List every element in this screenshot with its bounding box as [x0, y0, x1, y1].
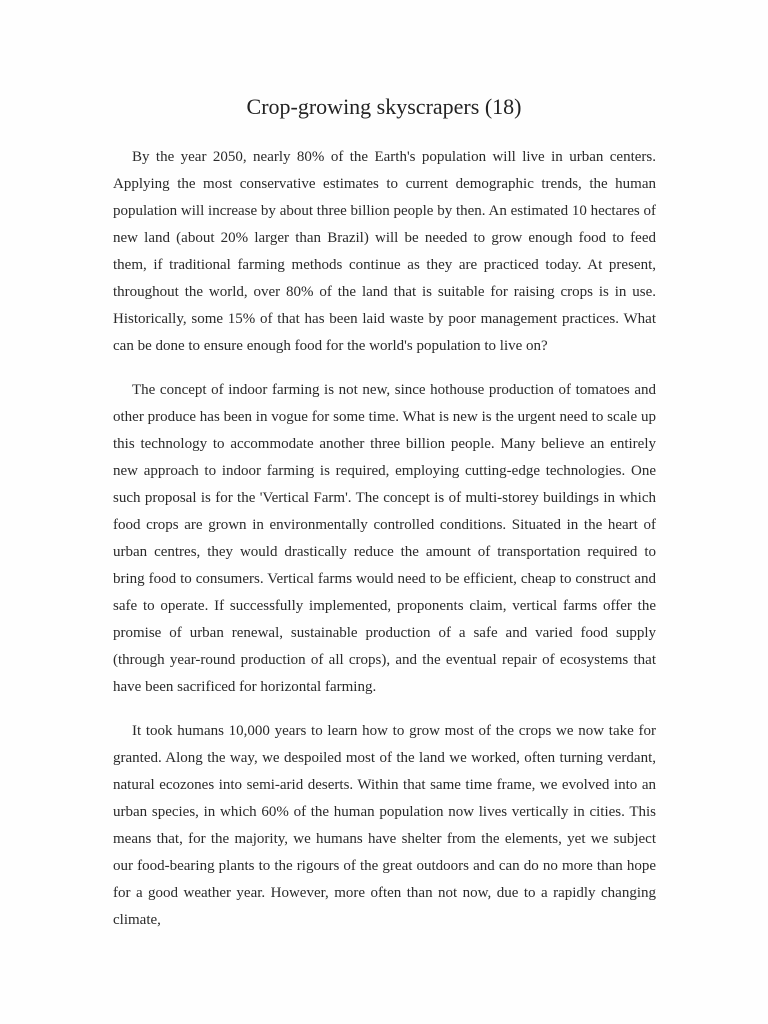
paragraph-1: By the year 2050, nearly 80% of the Earth's population will live in urban centers. Applying the most conservative estimates to current demographic trends, the human population will increase by about three billion people by then. An estimated 10 hectares of new land (about 20% larger than Brazil) will be needed to grow enough food to feed them, if traditional farming methods continue as they are practiced today. At present, throughout the world, over 80% of the land that is suitable for raising crops is in use. Historically, some 15% of that has been laid waste by poor management practices. What can be done to ensure enough food for the world's population to live on? [113, 149, 656, 354]
paragraph-2: The concept of indoor farming is not new, since hothouse production of tomatoes and other produce has been in vogue for some time. What is new is the urgent need to scale up this technology to accommodate another three billion people. Many believe an entirely new approach to indoor farming is required, employing cutting-edge technologies. One such proposal is for the 'Vertical Farm'. The concept is of multi-storey buildings in which food crops are grown in environmentally controlled conditions. Situated in the heart of urban centres, they would drastically reduce the amount of transportation required to bring food to consumers. Vertical farms would need to be efficient, cheap to construct and safe to operate. If successfully implemented, proponents claim, vertical farms offer the promise of urban renewal, sustainable production of a safe and varied food supply (through year-round production of all crops), and the eventual repair of ecosystems that have been sacrificed for horizontal farming. [113, 382, 656, 695]
article-body [113, 144, 656, 951]
paragraph-3: It took humans 10,000 years to learn how to grow most of the crops we now take for granted. Along the way, we despoiled most of the land we worked, often turning verdant, natural ecozones into semi-arid deserts. Within that same time frame, we evolved into an urban species, in which 60% of the human population now lives vertically in cities. This means that, for the majority, we humans have shelter from the elements, yet we subject our food-bearing plants to the rigours of the great outdoors and can do no more than hope for a good weather year. However, more often than not now, due to a rapidly changing climate, [113, 723, 656, 928]
page-title: Crop-growing skyscrapers (18) [246, 94, 522, 119]
